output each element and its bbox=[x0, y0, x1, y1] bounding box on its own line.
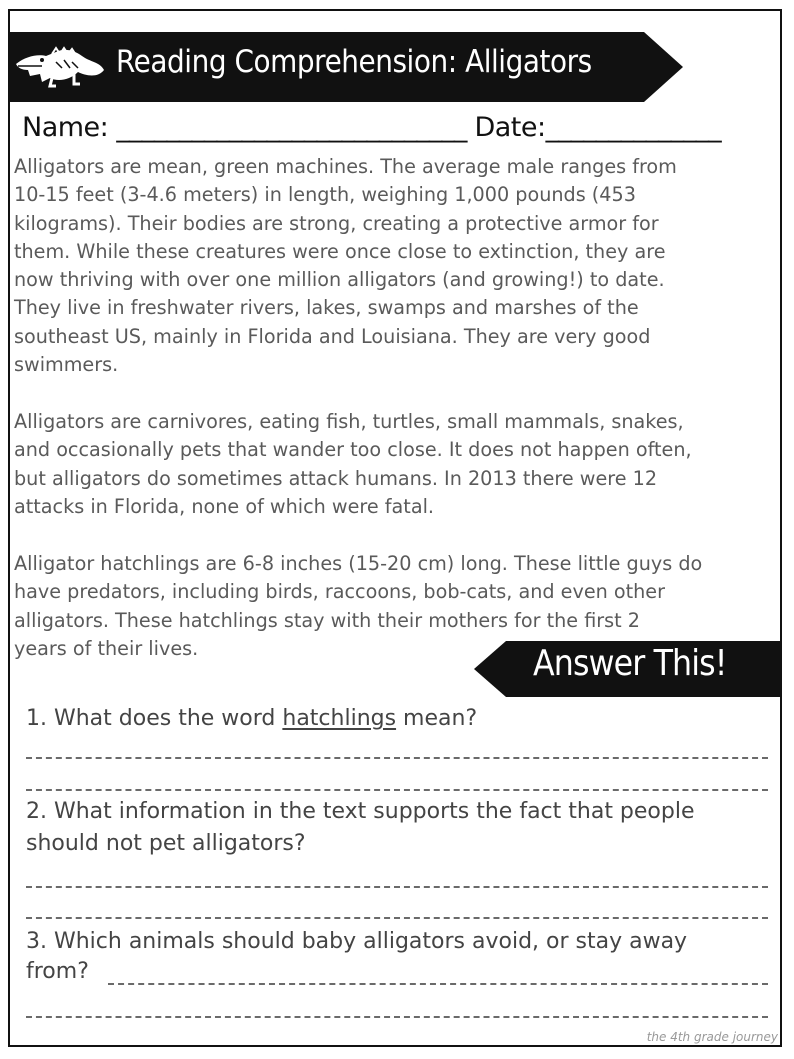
answer-line[interactable] bbox=[26, 789, 768, 791]
passage-line: They live in freshwater rivers, lakes, swamps and marshes of the bbox=[14, 296, 639, 320]
question-3-line-2: from? bbox=[26, 959, 89, 984]
passage-line: years of their lives. bbox=[14, 636, 199, 660]
passage-paragraph-1 bbox=[14, 153, 778, 379]
footer-credit: the 4th grade journey bbox=[646, 1030, 778, 1044]
passage-line: now thriving with over one million alligators (and growing!) to date. bbox=[14, 268, 665, 292]
alligator-icon bbox=[12, 42, 108, 90]
passage-line: them. While these creatures were once close to extinction, they are bbox=[14, 239, 666, 263]
question-3-line-1: 3. Which animals should baby alligators avoid, or stay away bbox=[26, 929, 688, 954]
name-label: Name: bbox=[22, 112, 109, 143]
passage-line: Alligator hatchlings are 6-8 inches (15-20 cm) long. These little guys do bbox=[14, 552, 703, 575]
answer-line[interactable] bbox=[26, 886, 768, 888]
name-field[interactable]: ____________________________ bbox=[116, 112, 467, 143]
date-field[interactable]: ______________ bbox=[545, 112, 721, 143]
passage-line: 10-15 feet (3-4.6 meters) in length, weighing 1,000 pounds (453 bbox=[14, 183, 636, 207]
passage-line: Alligators are carnivores, eating fish, turtles, small mammals, snakes, bbox=[14, 410, 684, 433]
question-2-line-2: should not pet alligators? bbox=[26, 831, 306, 856]
passage-line: southeast US, mainly in Florida and Louisiana. They are very good bbox=[14, 324, 651, 348]
page-title: Reading Comprehension: Alligators bbox=[116, 44, 592, 80]
answer-line[interactable] bbox=[26, 1016, 768, 1018]
passage-line: Alligators are mean, green machines. The average male ranges from bbox=[14, 155, 677, 178]
answer-line[interactable] bbox=[26, 757, 768, 759]
answer-line[interactable] bbox=[108, 983, 768, 985]
passage-line: alligators. These hatchlings stay with their mothers for the first 2 bbox=[14, 608, 640, 632]
passage-paragraph-2 bbox=[14, 408, 778, 521]
answer-banner-label: Answer This! bbox=[533, 643, 727, 684]
question-1-suffix: mean? bbox=[396, 706, 478, 731]
passage-line: have predators, including birds, raccoons, bob-cats, and even other bbox=[14, 580, 665, 604]
question-1 bbox=[26, 704, 477, 734]
name-date-row bbox=[22, 112, 721, 143]
question-2-line-1: 2. What information in the text supports the fact that people bbox=[26, 799, 695, 824]
question-1-keyword: hatchlings bbox=[282, 706, 397, 731]
date-label: Date: bbox=[474, 112, 546, 143]
passage-line: attacks in Florida, none of which were fatal. bbox=[14, 494, 435, 518]
answer-line[interactable] bbox=[26, 917, 768, 919]
passage-line: swimmers. bbox=[14, 353, 119, 377]
question-1-prefix: 1. What does the word bbox=[26, 706, 283, 731]
passage-line: kilograms). Their bodies are strong, creating a protective armor for bbox=[14, 211, 659, 235]
passage-line: and occasionally pets that wander too close. It does not happen often, bbox=[14, 438, 692, 462]
passage-line: but alligators do sometimes attack humans. In 2013 there were 12 bbox=[14, 466, 658, 490]
